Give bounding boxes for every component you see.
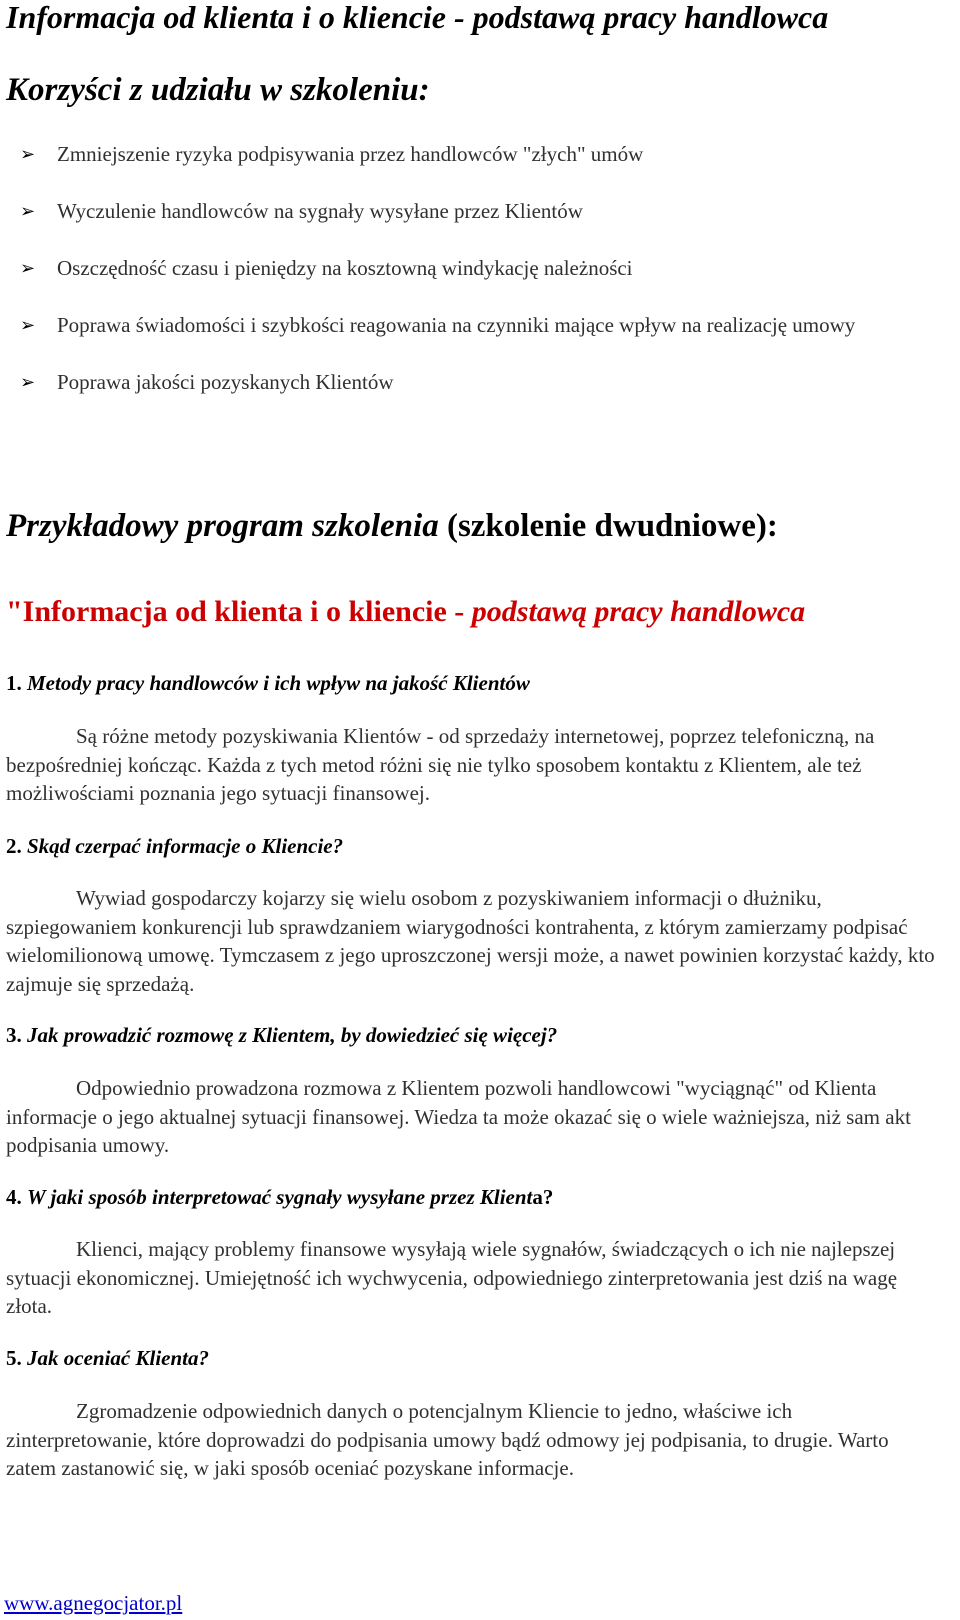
list-item [0, 140, 950, 168]
arrowhead-bullet-icon: ➢ [20, 315, 36, 335]
benefit-text: Wyczulenie handlowców na sygnały wysyłane przez Klientów [57, 199, 583, 223]
arrowhead-bullet-icon: ➢ [20, 372, 36, 392]
document-title: Informacja od klienta i o kliencie - podstawą pracy handlowca [6, 0, 829, 35]
section-title: Skąd czerpać informacje o Kliencie? [27, 834, 344, 858]
section-body-text: Zgromadzenie odpowiednich danych o potencjalnym Kliencie to jedno, właściwe ich zinterpretowanie, które doprowadzi do podpisania umowy bądź odmowy jej podpisania, to drugie. Warto zatem zastanowić się, w jaki sposób oceniać pozyskane informacje. [6, 1399, 889, 1480]
program-title-normal: "Informacja od klienta i o kliencie - [6, 595, 472, 628]
section-body-text: Klienci, mający problemy finansowe wysyłają wiele sygnałów, świadczących o ich nie najlepszej sytuacji ekonomicznej. Umiejętność ich wychwycenia, odpowiedniego zinterpretowania jest dziś na wagę złota. [6, 1237, 898, 1318]
section-body-text: Odpowiednio prowadzona rozmowa z Klientem pozwoli handlowcowi "wyciągnąć" od Klienta informacje o jego aktualnej sytuacji finansowej. Wiedza ta może okazać się o wiele ważniejsza, niż sam akt podpisania umowy. [6, 1076, 911, 1157]
section-number: 5. [6, 1346, 27, 1370]
section-title: Jak oceniać Klienta? [27, 1346, 209, 1370]
program-heading-italic: Przykładowy program szkolenia [6, 508, 439, 544]
arrowhead-bullet-icon: ➢ [20, 144, 36, 164]
benefit-text: Zmniejszenie ryzyka podpisywania przez handlowców "złych" umów [57, 142, 644, 166]
program-title [6, 595, 805, 628]
arrowhead-bullet-icon: ➢ [20, 201, 36, 221]
benefits-heading: Korzyści z udziału w szkoleniu: [6, 72, 430, 108]
section-body [6, 1235, 941, 1321]
section-heading [6, 1344, 209, 1372]
section-heading [6, 669, 530, 697]
section-heading [6, 832, 343, 860]
benefit-text: Poprawa świadomości i szybkości reagowania na czynniki mające wpływ na realizację umowy [57, 313, 856, 337]
benefit-text: Poprawa jakości pozyskanych Klientów [57, 370, 394, 394]
section-title: Metody pracy handlowców i ich wpływ na jakość Klientów [27, 671, 530, 695]
program-heading [6, 508, 778, 544]
benefits-list [0, 140, 950, 396]
section-number: 4. [6, 1185, 27, 1209]
section-title-suffix: a? [532, 1185, 554, 1209]
section-body-text: Są różne metody pozyskiwania Klientów - od sprzedaży internetowej, poprzez telefoniczną, na bezpośredniej kończąc. Każda z tych metod różni się nie tylko sposobem kontaktu z Klientem, ale też możliwościami poznania jego sytuacji finansowej. [6, 724, 875, 805]
section-title: W jaki sposób interpretować sygnały wysyłane przez Klient [27, 1185, 533, 1209]
program-title-italic: podstawą pracy handlowca [471, 595, 806, 628]
section-body-text: Wywiad gospodarczy kojarzy się wielu osobom z pozyskiwaniem informacji o dłużniku, szpiegowaniem konkurencji lub sprawdzaniem wiarygodności kontrahenta, z którym zamierzamy podpisać wielomilionową umowę. Tymczasem z jego uproszczonej wersji może, a nawet powinien korzystać każdy, kto zajmuje się sprzedażą. [6, 886, 935, 996]
section-number: 3. [6, 1023, 27, 1047]
section-body [6, 1397, 941, 1483]
list-item [0, 368, 950, 396]
section-title: Jak prowadzić rozmowę z Klientem, by dowiedzieć się więcej? [27, 1023, 558, 1047]
list-item [0, 254, 950, 282]
list-item [0, 311, 950, 339]
arrowhead-bullet-icon: ➢ [20, 258, 36, 278]
section-heading [6, 1183, 553, 1211]
section-number: 1. [6, 671, 27, 695]
section-body [6, 1074, 941, 1160]
section-body [6, 722, 941, 808]
list-item [0, 197, 950, 225]
section-number: 2. [6, 834, 27, 858]
program-heading-rest: (szkolenie dwudniowe): [438, 508, 778, 544]
footer-website-link[interactable]: www.agnegocjator.pl [4, 1591, 183, 1615]
section-heading [6, 1021, 557, 1049]
section-body [6, 884, 941, 998]
benefit-text: Oszczędność czasu i pieniędzy na kosztowną windykację należności [57, 256, 633, 280]
